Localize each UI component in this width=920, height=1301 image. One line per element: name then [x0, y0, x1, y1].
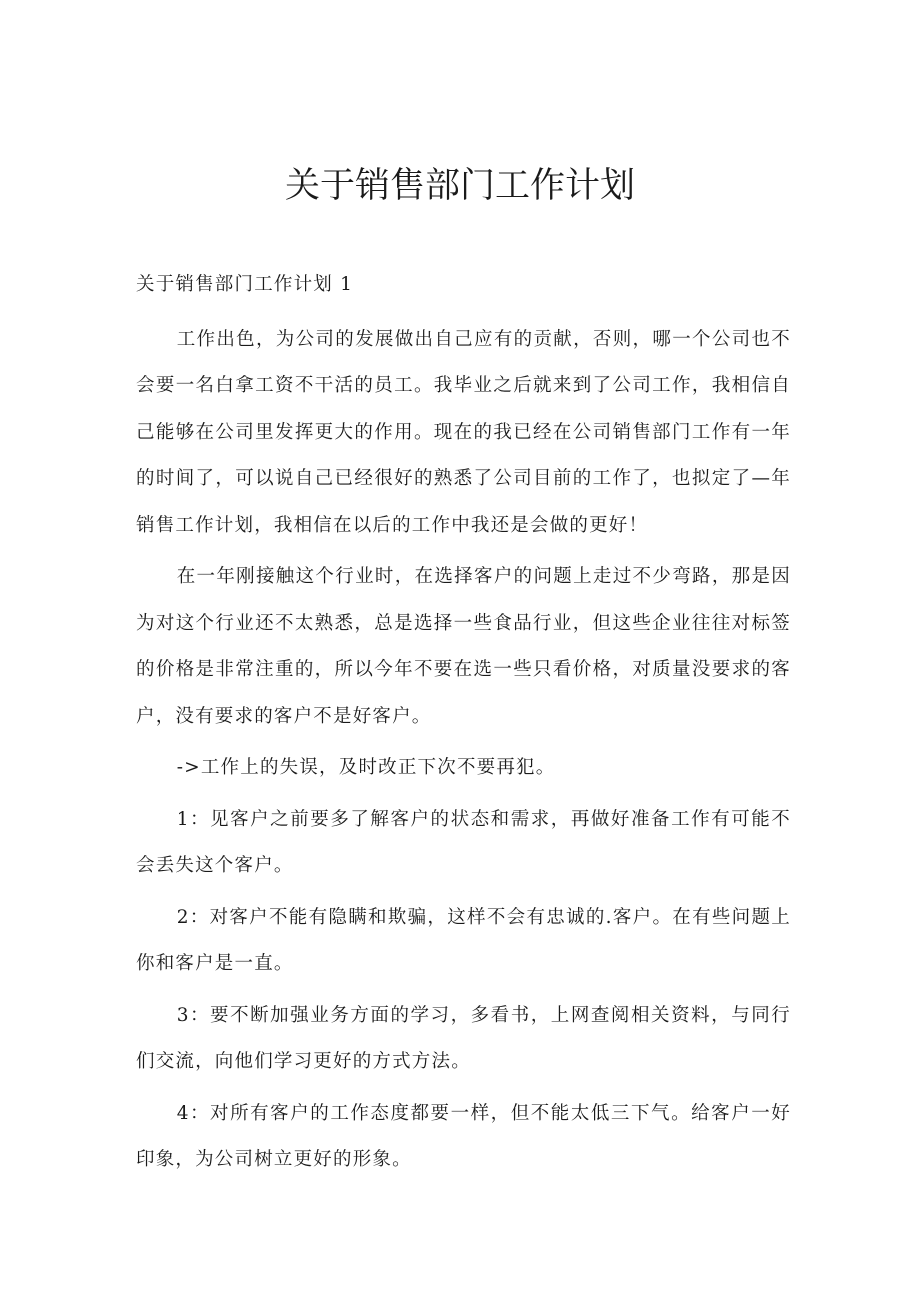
document-body: [136, 262, 791, 1189]
paragraph-point-3: 3：要不断加强业务方面的学习，多看书，上网查阅相关资料，与同行们交流，向他们学习更好的方式方法。: [136, 1004, 791, 1072]
paragraph-intro: 工作出色，为公司的发展做出自己应有的贡献，否则，哪一个公司也不会要一名白拿工资不干活的员工。我毕业之后就来到了公司工作，我相信自己能够在公司里发挥更大的作用。现在的我已经在公司销售部门工作有一年的时间了，可以说自己已经很好的熟悉了公司目前的工作了，也拟定了—年销售工作计划，我相信在以后的工作中我还是会做的更好！: [136, 328, 791, 536]
document-title: 关于销售部门工作计划: [284, 166, 635, 206]
section-subtitle: 关于销售部门工作计划 1: [136, 274, 354, 295]
paragraph-point-4: 4：对所有客户的工作态度都要一样，但不能太低三下气。给客户一好印象，为公司树立更好的形象。: [136, 1102, 791, 1170]
paragraph-mistakes-heading: ->工作上的失误，及时改正下次不要再犯。: [176, 757, 556, 778]
paragraph-customer-selection: 在一年刚接触这个行业时，在选择客户的问题上走过不少弯路，那是因为对这个行业还不太熟悉，总是选择一些食品行业，但这些企业往往对标签的价格是非常注重的，所以今年不要在选一些只看价格，对质量没要求的客户，没有要求的客户不是好客户。: [136, 566, 791, 727]
paragraph-point-1: 1：见客户之前要多了解客户的状态和需求，再做好准备工作有可能不会丢失这个客户。: [136, 808, 791, 876]
paragraph-point-2: 2：对客户不能有隐瞒和欺骗，这样不会有忠诚的.客户。在有些问题上你和客户是一直。: [136, 906, 791, 974]
